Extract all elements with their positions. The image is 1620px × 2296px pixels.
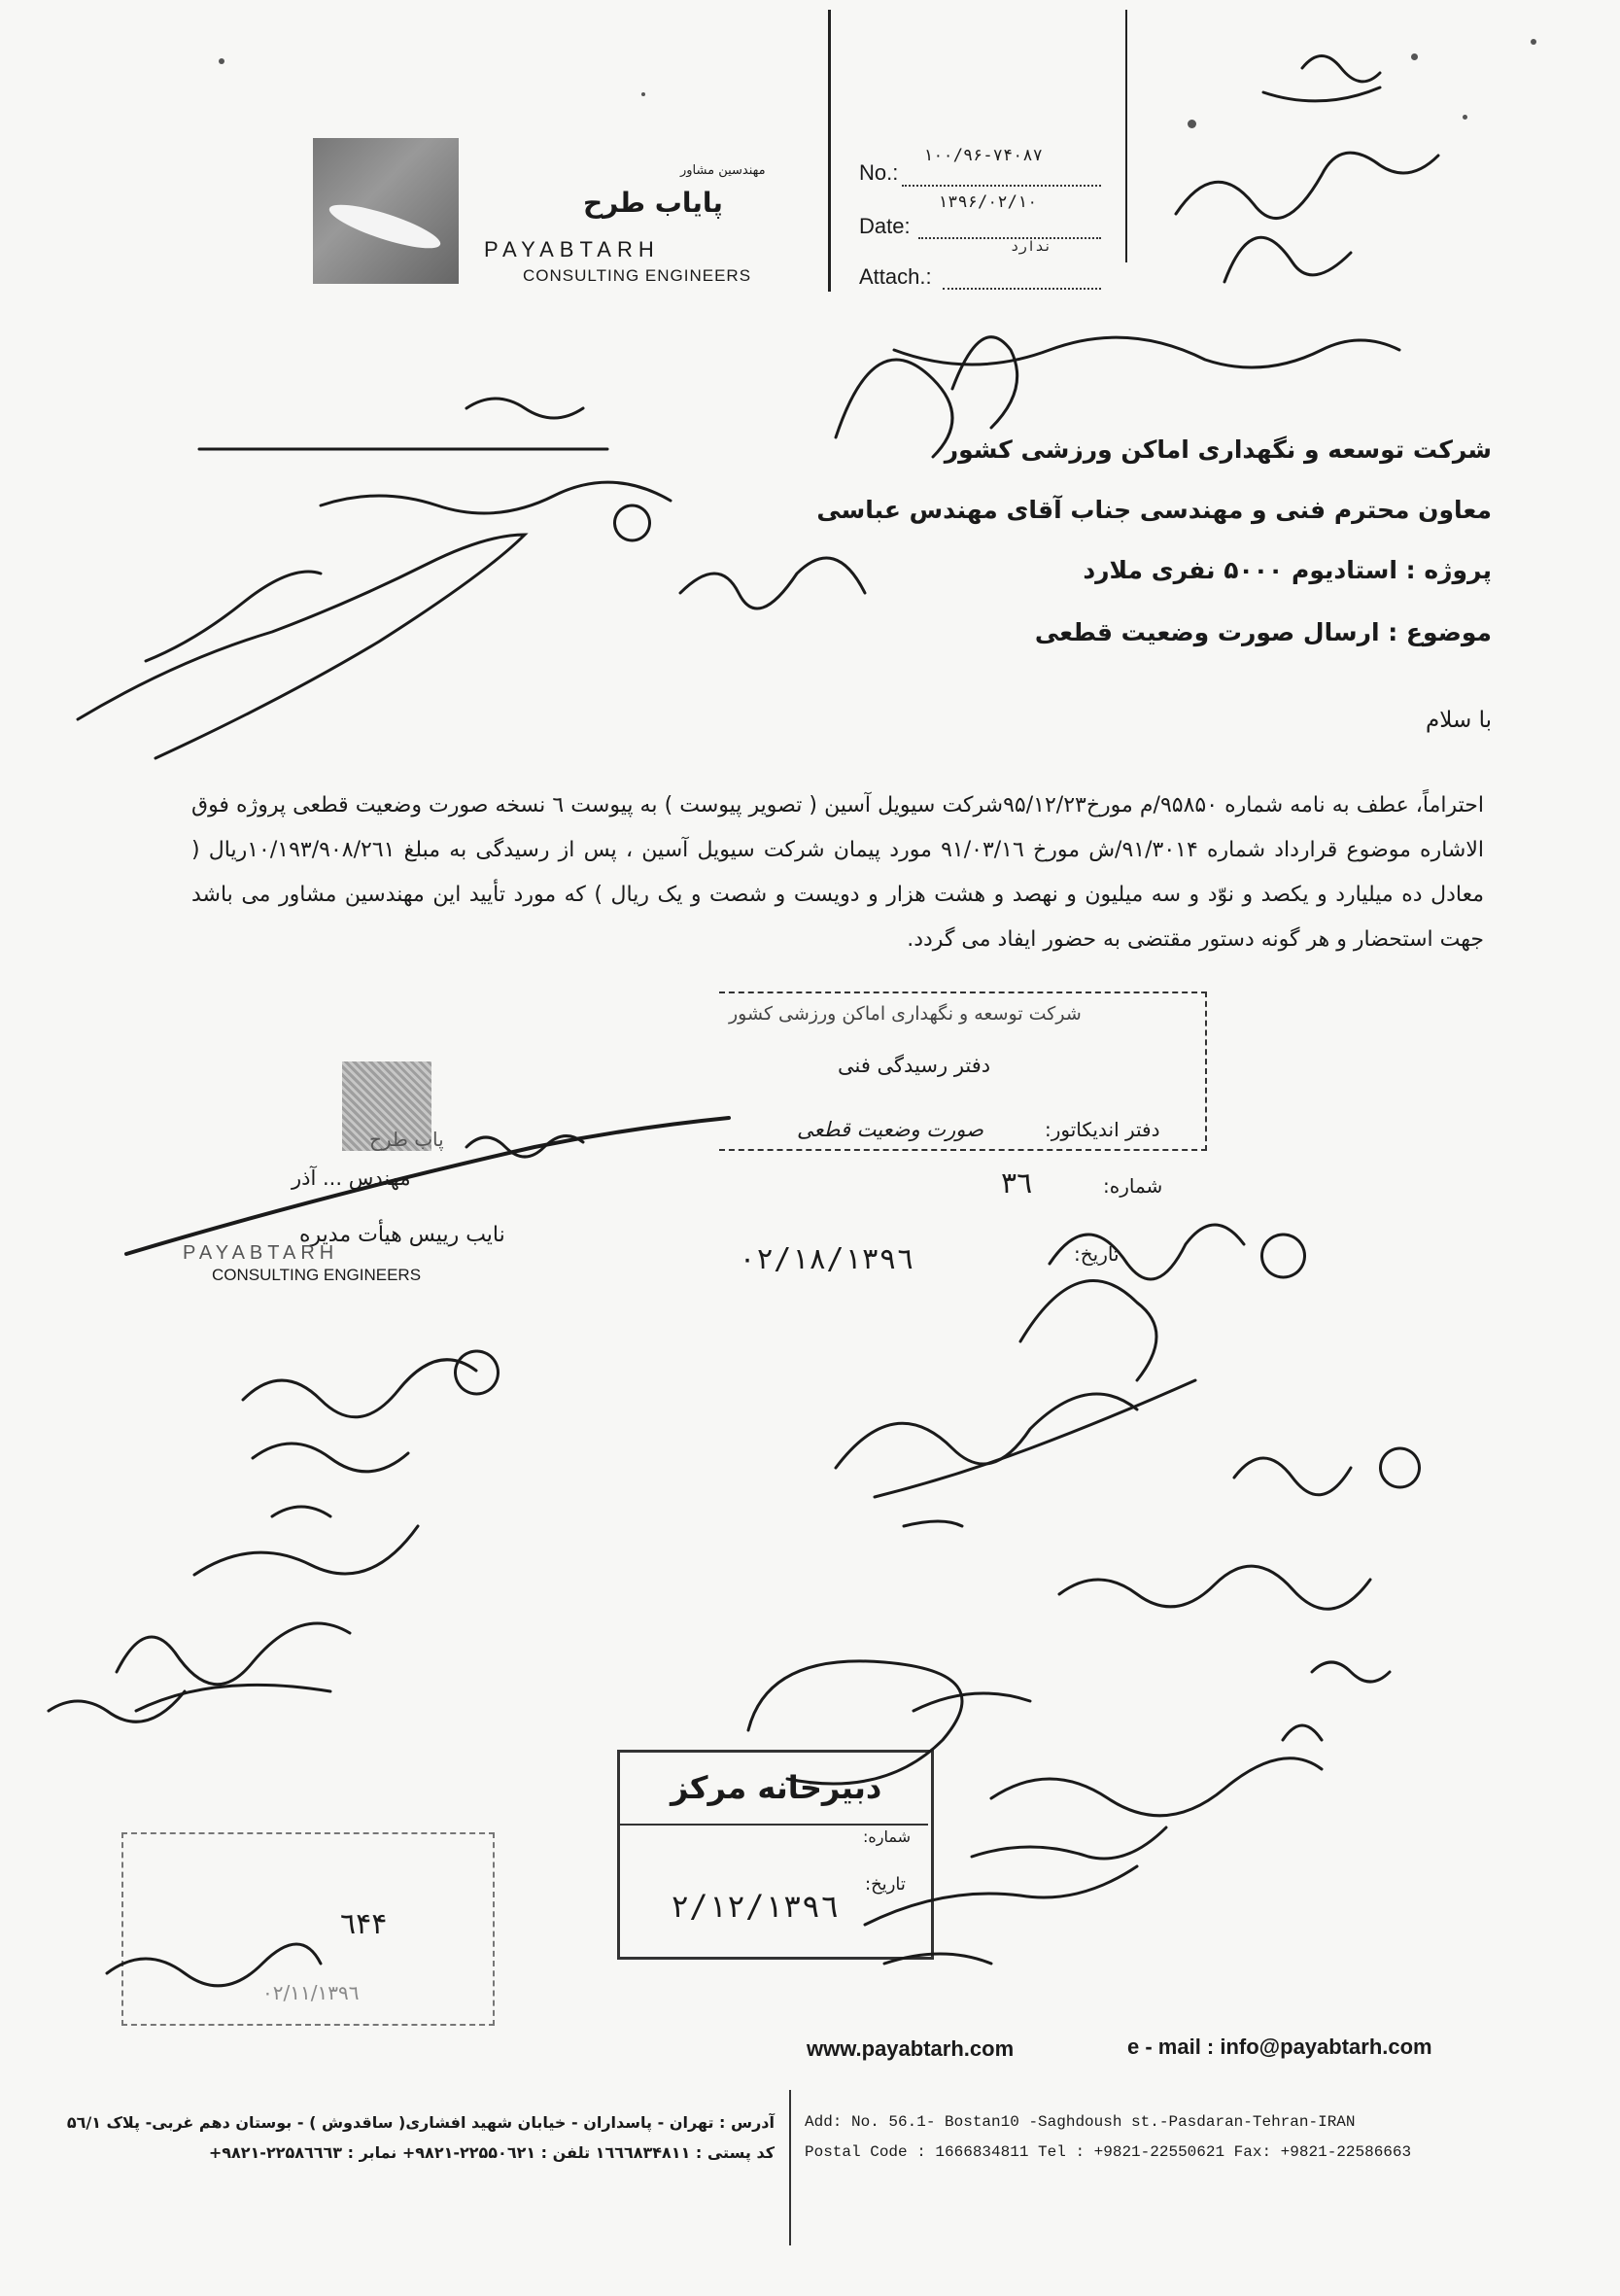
- central-stamp-number-label: شماره:: [863, 1827, 912, 1846]
- footer-postal-fa: کد پستی : ۱٦٦٦۸۳۴۸۱۱ تلفن : ۲۲۵۵۰٦۲۱-۹۸۲۱+ نمابر : ۲۲۵۸٦٦٦۳-۹۸۲۱+: [208, 2143, 775, 2162]
- brand-en-sub: CONSULTING ENGINEERS: [523, 266, 752, 285]
- no-value: ۱۰۰/۹۶-۷۴۰۸۷: [923, 146, 1043, 165]
- central-stamp-title: دبیرخانه مرکز: [671, 1769, 882, 1806]
- attach-label: Attach.:: [859, 264, 932, 289]
- brand-fa: پایاب طرح: [583, 187, 723, 219]
- signatory-name: مهندس ... آذر: [292, 1166, 411, 1190]
- greeting: با سلام: [1426, 708, 1492, 733]
- brand-en: PAYABTARH: [484, 237, 660, 261]
- website-link[interactable]: www.payabtarh.com: [807, 2036, 1015, 2061]
- date-label: Date:: [859, 214, 911, 238]
- date-value: ۱۳۹۶/۰۲/۱۰: [938, 192, 1038, 212]
- subject-line: موضوع : ارسال صورت وضعیت قطعی: [1034, 618, 1492, 646]
- email-link[interactable]: e - mail : info@payabtarh.com: [1127, 2035, 1432, 2059]
- recipient-company: شرکت توسعه و نگهداری اماکن ورزشی کشور: [944, 435, 1492, 464]
- signature-logo-en: PAYABTARH: [183, 1242, 339, 1264]
- receipt-stamp-number-value: ۳٦: [1001, 1166, 1033, 1200]
- small-stamp-number: ٦۴۴: [340, 1907, 388, 1941]
- receipt-stamp-org: شرکت توسعه و نگهداری اماکن ورزشی کشور: [729, 1003, 1082, 1025]
- signature-logo-en-sub: CONSULTING ENGINEERS: [212, 1266, 422, 1284]
- central-stamp-date-label: تاریخ:: [865, 1874, 906, 1895]
- receipt-stamp-dept: دفتر رسیدگی فنی: [838, 1054, 991, 1077]
- attach-value: ندارد: [1011, 239, 1052, 255]
- receipt-stamp-indicator-label: دفتر اندیکاتور:: [1045, 1118, 1160, 1141]
- recipient-person: معاون محترم فنی و مهندسی جناب آقای مهندس عباسی: [816, 496, 1492, 524]
- small-stamp-date: ۱۳۹٦/۰۲/۱۱: [262, 1981, 360, 2004]
- receipt-stamp-date-label: تاریخ:: [1074, 1242, 1120, 1266]
- project-line: پروژه : استادیوم ۵۰۰۰ نفری ملارد: [1083, 556, 1492, 584]
- footer-address-en: Add: No. 56.1- Bostan10 -Saghdoush st.-Pasdaran-Tehran-IRAN: [805, 2113, 1356, 2131]
- signature-logo-fa: پاب طرح: [369, 1128, 444, 1151]
- signatory-title: نایب رییس هیأت مدیره: [299, 1223, 505, 1247]
- no-label: No.:: [859, 160, 899, 185]
- receipt-stamp-number-label: شماره:: [1103, 1174, 1163, 1198]
- footer-postal-en: Postal Code : 1666834811 Tel : +9821-22550621 Fax: +9821-22586663: [805, 2143, 1412, 2161]
- letter-body: احتراماً، عطف به نامه شماره ۹۵۸۵۰/م مورخ۹۵/۱۲/۲۳شرکت سیویل آسین ( تصویر پیوست ) به پیوست ٦ نسخه صورت وضعیت قطعی پروژه فوق الاشاره موضوع قرارداد شماره ۹۱/۳۰۱۴/ش مورخ ۹۱/۰۳/۱٦ مورد پیمان شرکت سیویل آسین ، پس از رسیدگی به مبلغ ۱۰/۱۹۳/۹۰۸/۲٦۱ریال ( معادل ده میلیارد و یکصد و نوّد و سه میلیون و نهصد و هشت هزار و دویست و شصت و یک ریال ) که مورد تأیید این مهندسین مشاور می باشد جهت استحضار و هر گونه دستور مقتضی به حضور ایفاد می گردد.: [191, 793, 1485, 952]
- central-stamp-date-value: ۱۳۹٦/۲/۱۲: [671, 1888, 840, 1925]
- footer-address-fa: آدرس : تهران - پاسداران - خیابان شهید افشاری( ساقدوش ) - بوستان دهم غربی- پلاک ۵٦/۱: [66, 2113, 775, 2132]
- brand-fa-small: مهندسین مشاور: [680, 163, 766, 178]
- receipt-stamp-date-value: ۱۳۹٦/۰۲/۱۸: [739, 1242, 914, 1276]
- receipt-stamp-indicator-value: صورت وضعیت قطعی: [797, 1118, 983, 1141]
